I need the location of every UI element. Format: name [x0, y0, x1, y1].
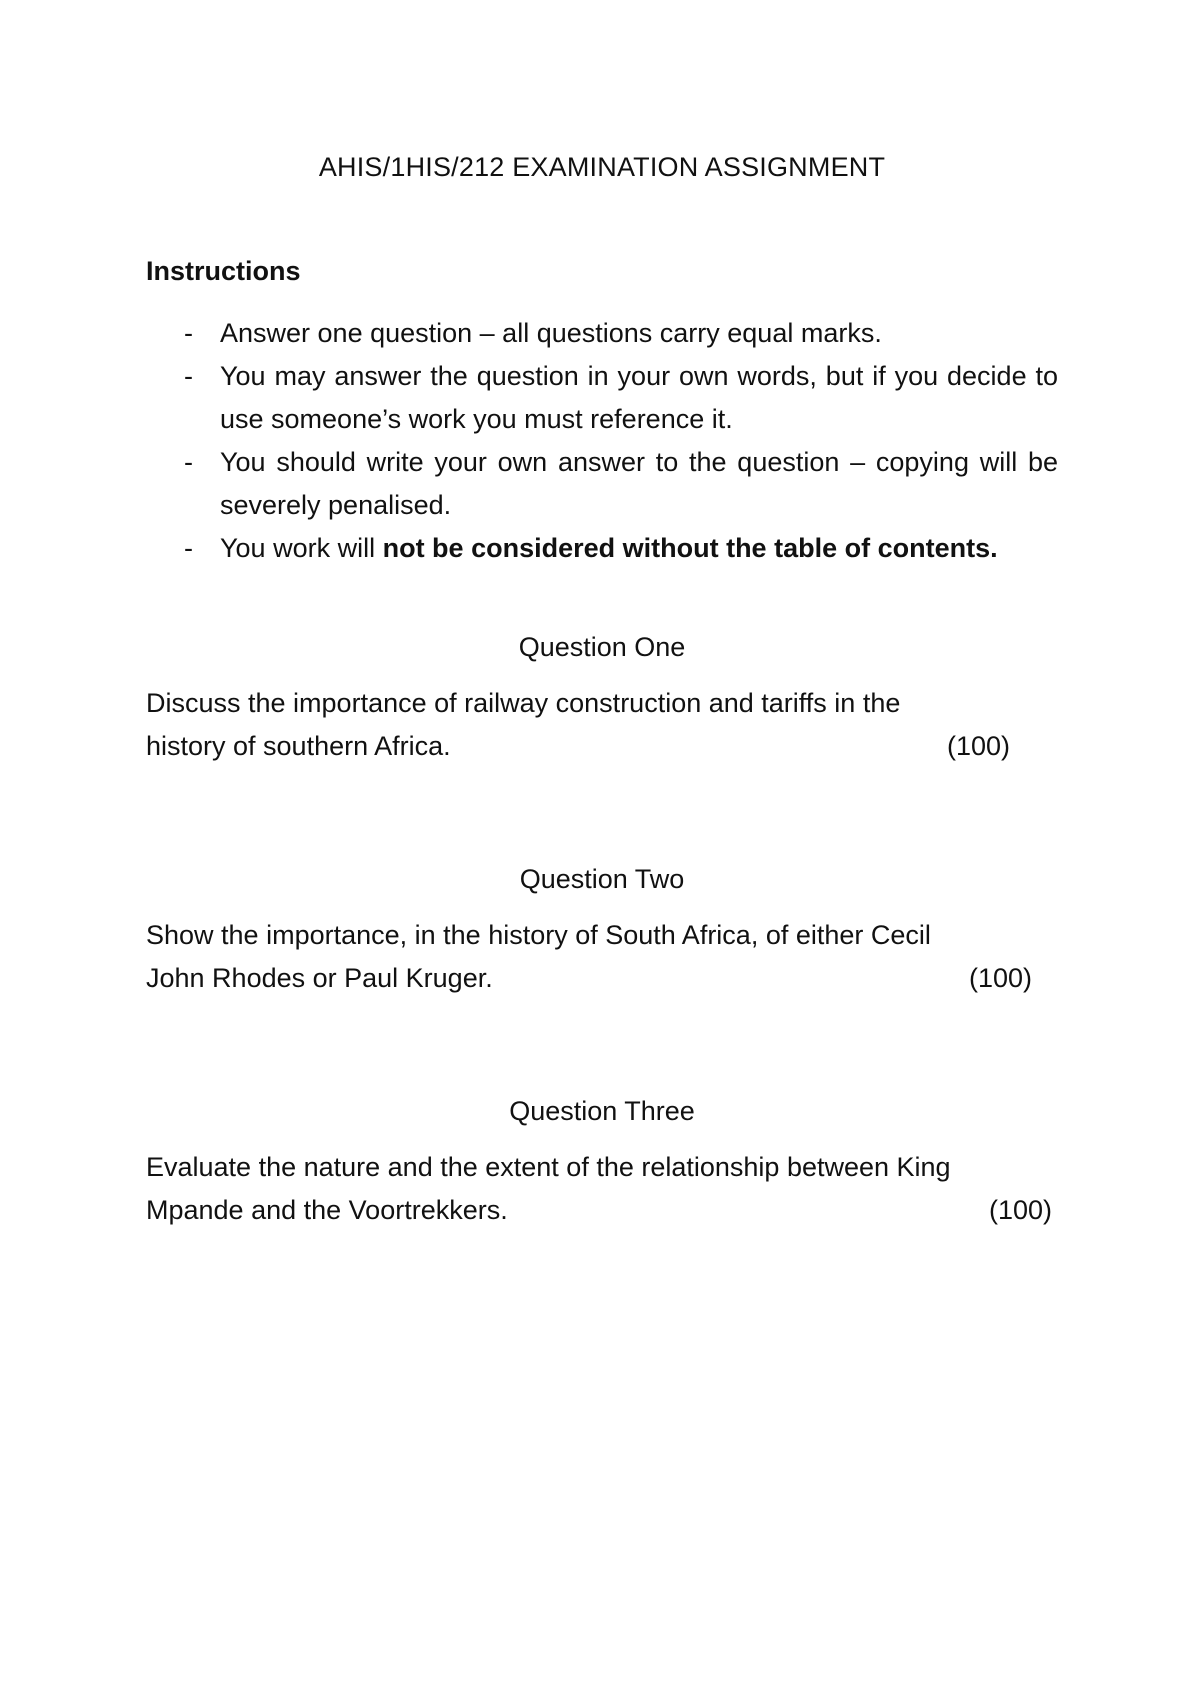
question-one-body — [146, 682, 1058, 768]
instruction-text: Answer one question – all questions carry equal marks. — [220, 318, 882, 348]
instruction-text-emphasis: not be considered without the table of contents. — [382, 533, 998, 563]
bullet-dash: - — [184, 318, 193, 348]
question-three-body — [146, 1146, 1058, 1232]
instruction-text-prefix: You work will — [220, 533, 383, 563]
question-one-heading: Question One — [518, 632, 686, 662]
question-one-marks: (100) — [946, 731, 1010, 761]
document-content — [146, 150, 1058, 1232]
question-three-heading: Question Three — [509, 1096, 695, 1126]
bullet-dash: - — [184, 447, 193, 477]
instruction-text: You should write your own answer to the question – copying will be severely penalised. — [220, 447, 1058, 520]
instruction-item — [146, 527, 1058, 570]
question-one-line: Discuss the importance of railway construction and tariffs in the — [146, 688, 901, 718]
bullet-dash: - — [184, 361, 193, 391]
question-two-line: John Rhodes or Paul Kruger. — [146, 963, 493, 993]
question-two-heading: Question Two — [519, 864, 685, 894]
question-two-marks: (100) — [968, 963, 1032, 993]
instruction-item — [146, 312, 1058, 355]
question-two-last-line — [146, 957, 1058, 1000]
question-three-line: Evaluate the nature and the extent of the relationship between King — [146, 1152, 951, 1182]
instruction-item — [146, 441, 1058, 527]
instruction-item — [146, 355, 1058, 441]
question-one-last-line — [146, 725, 1058, 768]
instruction-text: You may answer the question in your own words, but if you decide to use someone’s work you must reference it. — [220, 361, 1058, 434]
question-two-body — [146, 914, 1058, 1000]
question-three-marks: (100) — [988, 1195, 1052, 1225]
question-one-line: history of southern Africa. — [146, 731, 451, 761]
question-three-last-line — [146, 1189, 1058, 1232]
question-three-line: Mpande and the Voortrekkers. — [146, 1195, 508, 1225]
document-title: AHIS/1HIS/212 EXAMINATION ASSIGNMENT — [318, 152, 886, 182]
question-two-line: Show the importance, in the history of South Africa, of either Cecil — [146, 920, 931, 950]
bullet-dash: - — [184, 533, 193, 563]
instructions-list — [146, 312, 1058, 570]
instructions-heading: Instructions — [146, 256, 301, 286]
